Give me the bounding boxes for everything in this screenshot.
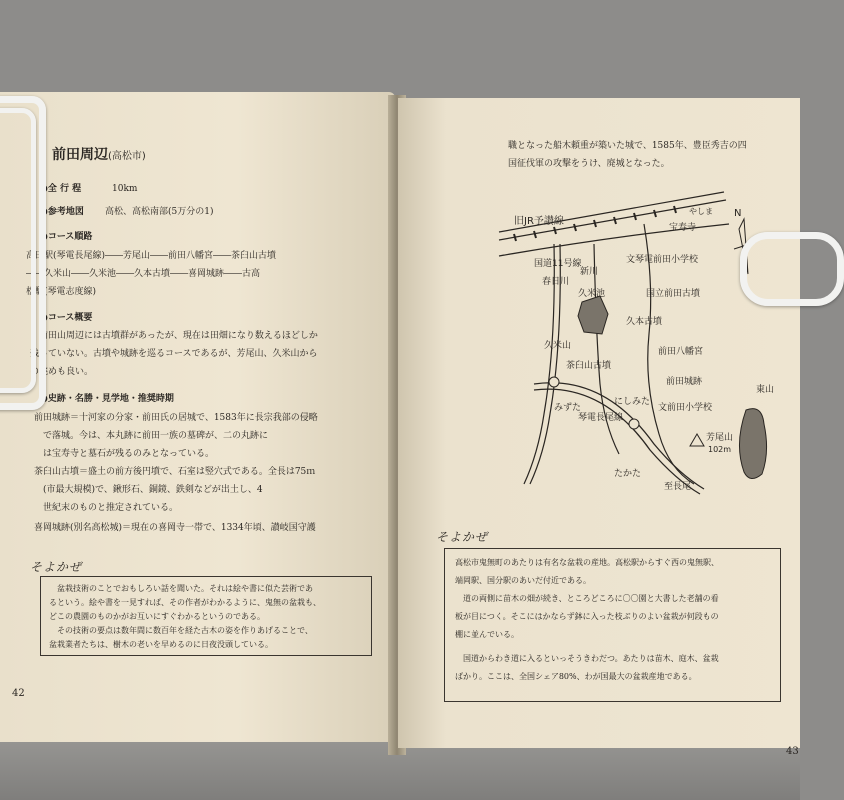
course-line: 松駅(琴電志度線) <box>26 287 97 297</box>
course-line: ――久米山――久米池――久本古墳――喜岡城跡――古高 <box>26 269 261 279</box>
sights-label: ●史跡・名勝・見学地・推奨時期 <box>40 394 174 404</box>
sights-line: は宝寿寺と墓石が残るのみとなっている。 <box>34 449 215 459</box>
sidebar-line: 国道からわき道に入るといっそうきわだつ。あたりは苗木、庭木、盆栽 <box>455 654 719 663</box>
page-title <box>52 147 146 163</box>
map-label: 久本古墳 <box>626 317 663 327</box>
sights-line: 喜岡城跡(別名高松城)＝現在の喜岡寺一帯で、1334年頃、讃岐国守護 <box>34 523 316 533</box>
route-map <box>494 184 784 499</box>
east-hill <box>739 409 766 479</box>
sidebar-line: 高松市鬼無町のあたりは有名な盆栽の産地。高松駅からすぐ西の鬼無駅、 <box>455 558 719 567</box>
map-label: 文琴電前田小学校 <box>626 255 699 265</box>
sidebar-line: その技術の要点は数年間に数百年を経た古木の姿を作りあげることで、 <box>49 626 313 635</box>
distance-label: ●全 行 程 <box>40 184 82 194</box>
map-label: 文前田小学校 <box>658 403 713 413</box>
sidebar-line: どこの農園のものかがお互いにすぐわかるというのである。 <box>49 612 265 621</box>
sidebar-line: 端岡駅、国分駅のあいだ付近である。 <box>455 576 591 585</box>
sidebar-box <box>444 548 781 702</box>
sights-line: 前田城跡＝十河家の分家・前田氏の居城で、1583年に長宗我部の侵略 <box>34 413 318 423</box>
map-label: 芳尾山 <box>706 433 734 443</box>
sights-line: (市最大規模)で、鍬形石、銅鏡、鉄剣などが出土し、4 <box>34 485 263 495</box>
map-label: 国立前田古墳 <box>646 289 701 299</box>
map-ref-label: ●参考地図 <box>40 207 84 217</box>
top-line: 職となった船木頼重が築いた城で、1585年、豊臣秀吉の四 <box>508 141 747 151</box>
map-label: 前田八幡宮 <box>658 347 704 357</box>
map-label: 旧JR予讃線 <box>514 216 564 227</box>
overview-line: 残っていない。古墳や城跡を巡るコースであるが、芳尾山、久米山から <box>30 349 318 359</box>
map-label: 宝寿寺 <box>669 223 697 233</box>
overview-label: ●コース概要 <box>40 313 93 323</box>
map-label: 春日川 <box>542 277 570 287</box>
overview-line: 前田山周辺には古墳群があったが、現在は田畑になり数えるほどしか <box>30 331 318 341</box>
page-number: 43 <box>786 746 799 757</box>
map-label: たかた <box>614 469 642 479</box>
map-label: 前田城跡 <box>666 377 703 387</box>
kume-pond <box>578 296 608 334</box>
top-line: 国征伐軍の攻撃をうけ、廃城となった。 <box>508 159 670 169</box>
map-label: 久米池 <box>578 289 606 299</box>
sidebar-line: るという。絵や書を一見すれば、その作者がわかるように、鬼無の盆栽も、 <box>49 598 321 607</box>
station-marker <box>549 377 559 387</box>
map-label: 至長尾 <box>664 482 692 492</box>
course-label: ●コース順路 <box>40 232 93 242</box>
map-label: N <box>734 208 742 219</box>
map-label: みずた <box>554 403 582 413</box>
distance-value: 10km <box>112 184 138 194</box>
course-line: 高田駅(琴電長尾線)――芳尾山――前田八幡宮――茶臼山古墳 <box>26 251 277 261</box>
sidebar-title: そよかぜ <box>30 560 83 574</box>
sidebar-line: 道の両側に苗木の畑が続き、ところどころに〇〇園と大書した老舗の看 <box>455 594 719 603</box>
sidebar-line: 盆栽業者たちは、樹木の老いを早めるのに日夜没頭している。 <box>49 640 273 649</box>
sidebar-line: 板が目につく。そこにはかならず鉢に入った枝ぶりのよい盆栽が何段もの <box>455 612 719 621</box>
page-clip <box>0 108 36 393</box>
sidebar-line: 棚に並んでいる。 <box>455 630 519 639</box>
sidebar-line: 盆栽技術のことでおもしろい話を聞いた。それは絵や書に似た芸術であ <box>49 584 313 593</box>
map-label: 国道11号線 <box>534 259 582 269</box>
map-ref-value: 高松、高松南部(5万分の1) <box>105 207 214 217</box>
map-label: やしま <box>689 207 713 216</box>
sights-line: 茶臼山古墳＝盛土の前方後円墳で、石室は竪穴式である。全長は75ｍ <box>34 467 316 477</box>
map-label: 東山 <box>756 385 775 395</box>
map-label: 102m <box>708 445 732 454</box>
sights-line: 世紀末のものと推定されている。 <box>34 503 179 513</box>
map-label: 久米山 <box>544 341 572 351</box>
map-label: 茶臼山古墳 <box>566 361 612 371</box>
mountain-icon <box>690 434 704 446</box>
sights-line: で落城。今は、本丸跡に前田一族の墓碑が、二の丸跡に <box>34 431 269 441</box>
map-label: にしみた <box>614 397 651 407</box>
title-text: 前田周辺 <box>52 147 108 163</box>
page-number: 42 <box>12 688 25 699</box>
page-clip <box>740 232 844 306</box>
sidebar-title: そよかぜ <box>436 530 489 544</box>
title-sub: (高松市) <box>108 151 146 162</box>
map-label: 新川 <box>580 267 599 277</box>
overview-line: の眺めも良い。 <box>30 367 94 377</box>
sidebar-box <box>40 576 372 656</box>
left-page <box>0 92 395 742</box>
sidebar-line: ばかり。ここは、全国シェア80%、わが国最大の盆栽産地である。 <box>455 672 697 681</box>
map-label: 琴電長尾線 <box>578 413 624 423</box>
station-marker <box>629 419 639 429</box>
